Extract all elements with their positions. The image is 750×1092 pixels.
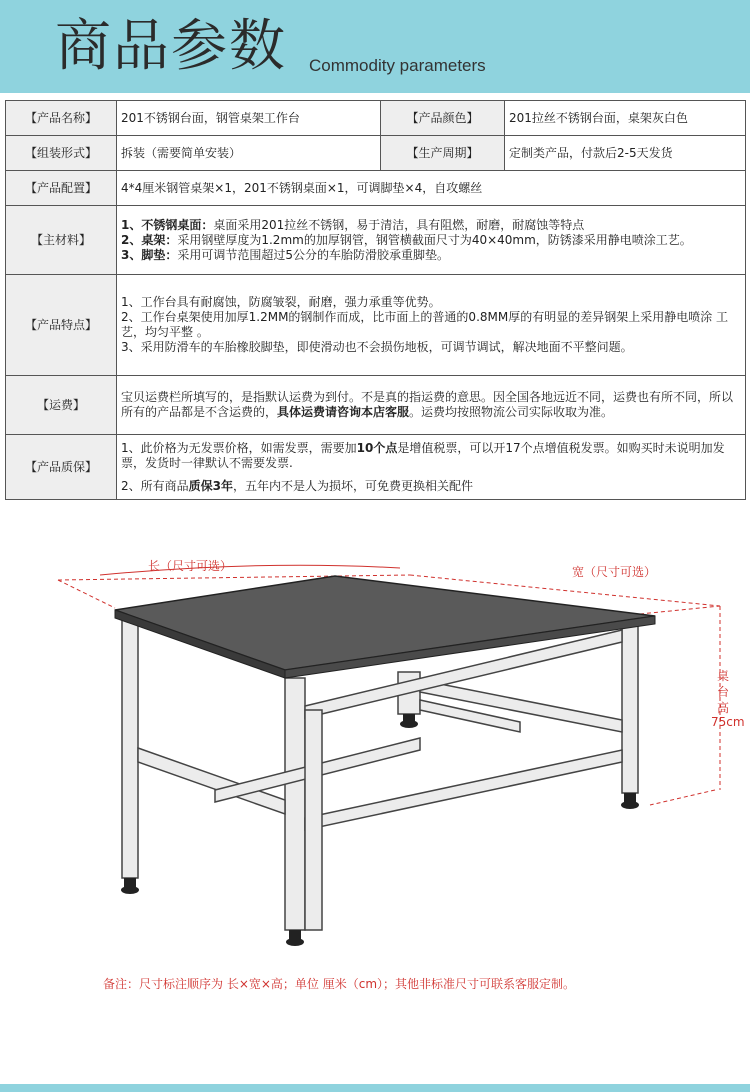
note-text: 备注：尺寸标注顺序为 长×宽×高；单位 厘米（cm）；其他非标准尺寸可联系客服定制。 bbox=[103, 977, 576, 991]
table-row bbox=[6, 376, 746, 435]
table-row bbox=[6, 136, 746, 171]
material-3-heading: 3、脚垫： bbox=[121, 247, 178, 262]
name-label: 【产品名称】 bbox=[6, 101, 117, 136]
page-title: 商品参数 bbox=[55, 14, 287, 79]
height-label-3: 高 bbox=[717, 701, 730, 715]
quality-2-text-b: ，五年内不是人为损坏，可免费更换相关配件 bbox=[233, 478, 474, 493]
shipping-label: 【运费】 bbox=[6, 376, 117, 435]
assembly-label: 【组装形式】 bbox=[6, 136, 117, 171]
cycle-label: 【生产周期】 bbox=[381, 136, 505, 171]
table-row bbox=[6, 435, 746, 500]
material-3-text: 采用可调节范围超过5公分的车胎防滑胶承重脚垫。 bbox=[177, 247, 449, 262]
config-label: 【产品配置】 bbox=[6, 171, 117, 206]
footer-bar bbox=[0, 1084, 750, 1092]
parameters-table bbox=[5, 100, 746, 500]
shipping-bold: 具体运费请咨询本店客服 bbox=[277, 405, 410, 419]
quality-1-bold: 10个点 bbox=[356, 440, 398, 455]
table-row bbox=[6, 275, 746, 376]
length-label: 长（尺寸可选） bbox=[148, 559, 233, 573]
quality-2-bold: 质保3年 bbox=[188, 478, 233, 493]
feature-3: 3、采用防滑车的车胎橡胶脚垫，即使滑动也不会损伤地板，可调节调试，解决地面不平整问题。 bbox=[121, 340, 633, 354]
shipping-value bbox=[117, 376, 746, 435]
table-row bbox=[6, 171, 746, 206]
shipping-text-a: 宝贝运费栏所填写的，是指默认运费为到付。不是真的指运费的意思。因全国各地远近不同，运费也有所不同，所以所有的产品都是不含运费的， bbox=[121, 390, 734, 419]
quality-1-text-a: 1、此价格为无发票价格，如需发票，需要加 bbox=[121, 440, 357, 455]
feature-2: 2、工作台桌架使用加厚1.2MM的钢制作而成，比市面上的普通的0.8MM厚的有明显的差异钢架上采用静电喷涂 工艺，均匀平整 。 bbox=[121, 310, 729, 339]
feature-1: 1、工作台具有耐腐蚀，防腐皱裂，耐磨，强力承重等优势。 bbox=[121, 295, 441, 309]
features-value bbox=[117, 275, 746, 376]
table-row bbox=[6, 101, 746, 136]
shipping-text-b: 。运费均按照物流公司实际收取为准。 bbox=[409, 405, 614, 419]
cycle-value: 定制类产品，付款后2-5天发货 bbox=[505, 136, 746, 171]
material-1-heading: 1、不锈钢桌面： bbox=[121, 217, 214, 232]
features-label: 【产品特点】 bbox=[6, 275, 117, 376]
color-value: 201拉丝不锈钢台面，桌架灰白色 bbox=[505, 101, 746, 136]
material-2-heading: 2、桌架： bbox=[121, 232, 178, 247]
height-label-1: 桌 bbox=[717, 669, 730, 683]
width-label: 宽（尺寸可选） bbox=[572, 565, 657, 579]
assembly-value: 拆装（需要简单安装） bbox=[117, 136, 381, 171]
table-row bbox=[6, 206, 746, 275]
quality-label: 【产品质保】 bbox=[6, 435, 117, 500]
material-2-text: 采用钢壁厚度为1.2mm的加厚钢管，钢管横截面尺寸为40×40mm，防锈漆采用静电喷涂工艺。 bbox=[177, 232, 692, 247]
workbench-drawing bbox=[0, 500, 750, 1020]
config-value: 4*4厘米钢管桌架×1，201不锈钢桌面×1，可调脚垫×4，自攻螺丝 bbox=[117, 171, 746, 206]
name-value: 201不锈钢台面，钢管桌架工作台 bbox=[117, 101, 381, 136]
front-frame bbox=[122, 620, 622, 930]
material-label: 【主材料】 bbox=[6, 206, 117, 275]
material-1-text: 桌面采用201拉丝不锈钢，易于清洁，具有阻燃，耐磨，耐腐蚀等特点 bbox=[213, 217, 585, 232]
quality-value bbox=[117, 435, 746, 500]
quality-2-text-a: 2、所有商品 bbox=[121, 478, 189, 493]
material-value bbox=[117, 206, 746, 275]
height-label-2: 台 bbox=[717, 685, 730, 699]
height-value: 75cm bbox=[711, 715, 745, 729]
page-subtitle: Commodity parameters bbox=[309, 56, 486, 75]
page-header bbox=[0, 0, 750, 93]
quality-1-text-b: 是增值税票，可以开17个点增值税发票。如购买时未说明加发票，发货时一律默认不需要发票. bbox=[121, 440, 725, 470]
color-label: 【产品颜色】 bbox=[381, 101, 505, 136]
length-arrow bbox=[100, 565, 400, 575]
